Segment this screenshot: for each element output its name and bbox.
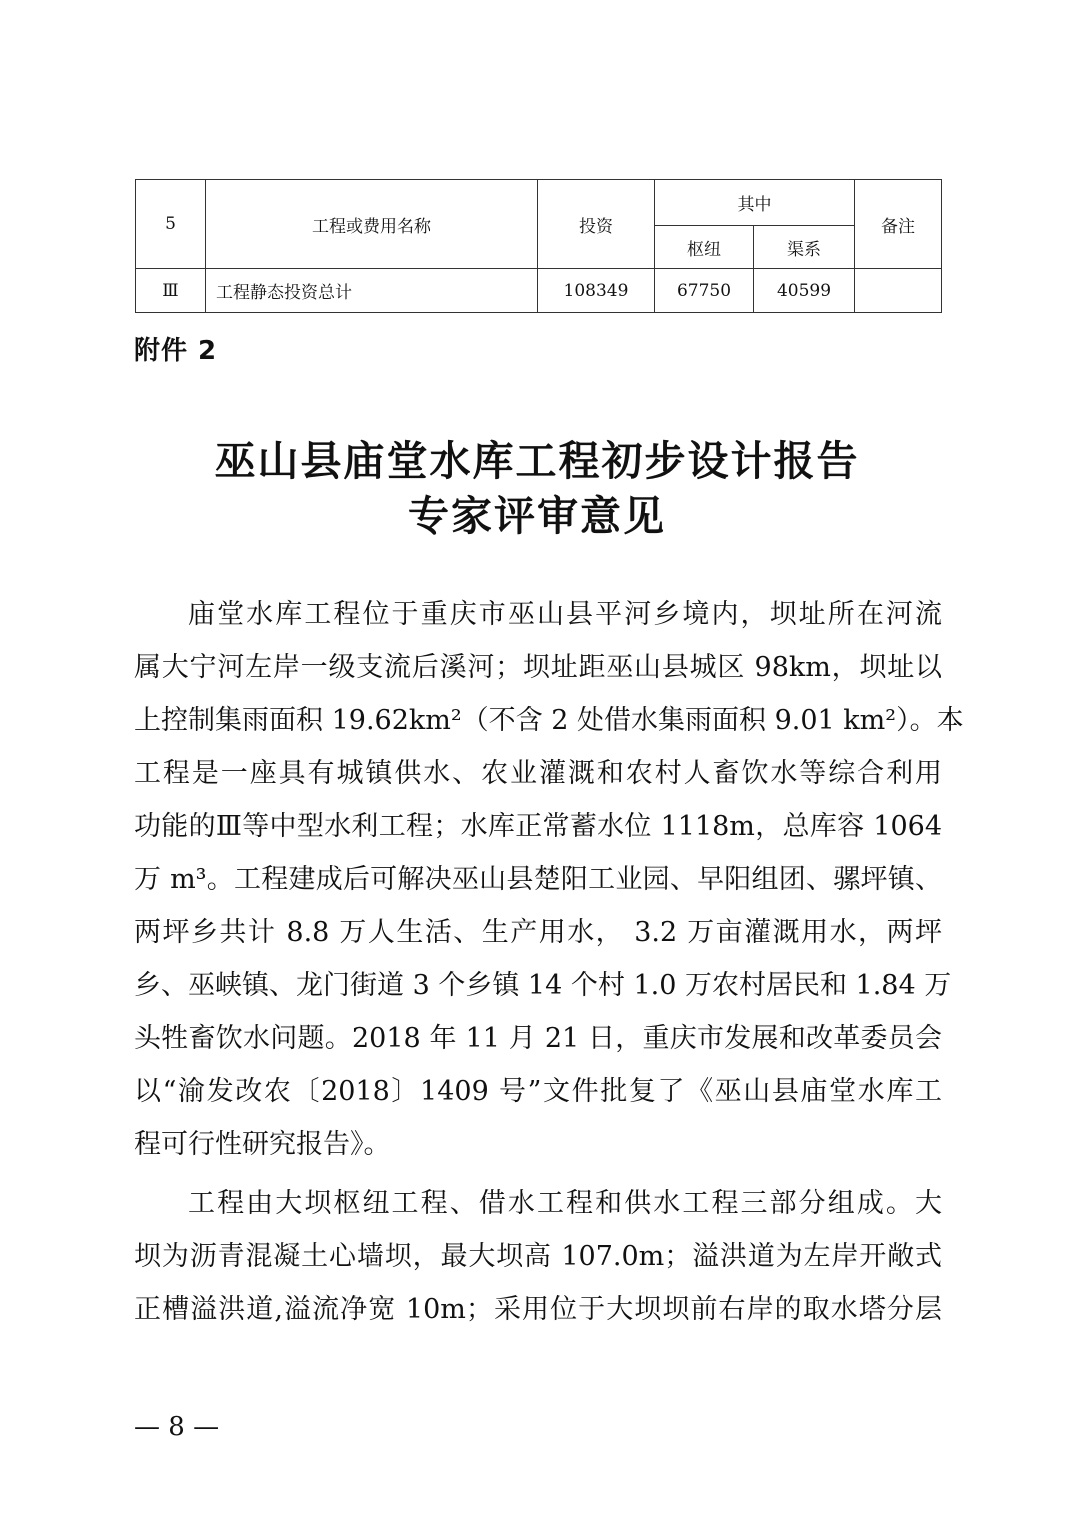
row-remark	[855, 269, 942, 313]
attachment-label: 附件 2	[134, 336, 218, 366]
header-name: 工程或费用名称	[206, 180, 538, 269]
body-line: 庙堂水库工程位于重庆市巫山县平河乡境内，坝址所在河流	[188, 599, 942, 630]
table-row	[136, 269, 942, 313]
table-header-row	[136, 180, 942, 226]
document-title-line-2: 专家评审意见	[408, 492, 666, 540]
body-line: 上控制集雨面积 19.62km²（不含 2 处借水集雨面积 9.01 km²）。本	[134, 705, 964, 736]
body-line: 工程由大坝枢纽工程、借水工程和供水工程三部分组成。大	[188, 1188, 942, 1219]
header-sub-canal: 渠系	[754, 226, 855, 269]
body-line: 两坪乡共计 8.8 万人生活、生产用水， 3.2 万亩灌溉用水，两坪	[134, 917, 942, 948]
body-line: 乡、巫峡镇、龙门街道 3 个乡镇 14 个村 1.0 万农村居民和 1.84 万	[134, 970, 952, 1001]
body-line: 以“渝发改农〔2018〕1409 号”文件批复了《巫山县庙堂水库工	[134, 1076, 942, 1107]
body-line: 正槽溢洪道,溢流净宽 10m；采用位于大坝坝前右岸的取水塔分层	[134, 1294, 942, 1325]
body-line: 功能的Ⅲ等中型水利工程；水库正常蓄水位 1118m，总库容 1064	[134, 811, 942, 842]
document-title-line-1: 巫山县庙堂水库工程初步设计报告	[214, 437, 860, 485]
page-number: — 8 —	[134, 1412, 220, 1442]
body-line: 头牲畜饮水问题。2018 年 11 月 21 日，重庆市发展和改革委员会	[134, 1023, 942, 1054]
row-sub-canal: 40599	[754, 269, 855, 313]
header-investment: 投资	[538, 180, 655, 269]
body-line: 坝为沥青混凝土心墙坝，最大坝高 107.0m；溢洪道为左岸开敞式	[134, 1241, 942, 1272]
body-line: 程可行性研究报告》。	[134, 1129, 391, 1160]
header-sub-hub: 枢纽	[655, 226, 754, 269]
row-investment: 108349	[538, 269, 655, 313]
row-no: Ⅲ	[136, 269, 206, 313]
row-sub-hub: 67750	[655, 269, 754, 313]
body-line: 属大宁河左岸一级支流后溪河；坝址距巫山县城区 98km，坝址以	[134, 652, 942, 683]
body-line: 工程是一座具有城镇供水、农业灌溉和农村人畜饮水等综合利用	[134, 758, 942, 789]
body-line: 万 m³。工程建成后可解决巫山县楚阳工业园、早阳组团、骡坪镇、	[134, 864, 942, 895]
header-group: 其中	[655, 180, 855, 226]
header-no: 5	[136, 180, 206, 269]
header-remark: 备注	[855, 180, 942, 269]
cost-table	[135, 179, 942, 313]
row-name: 工程静态投资总计	[206, 269, 538, 313]
